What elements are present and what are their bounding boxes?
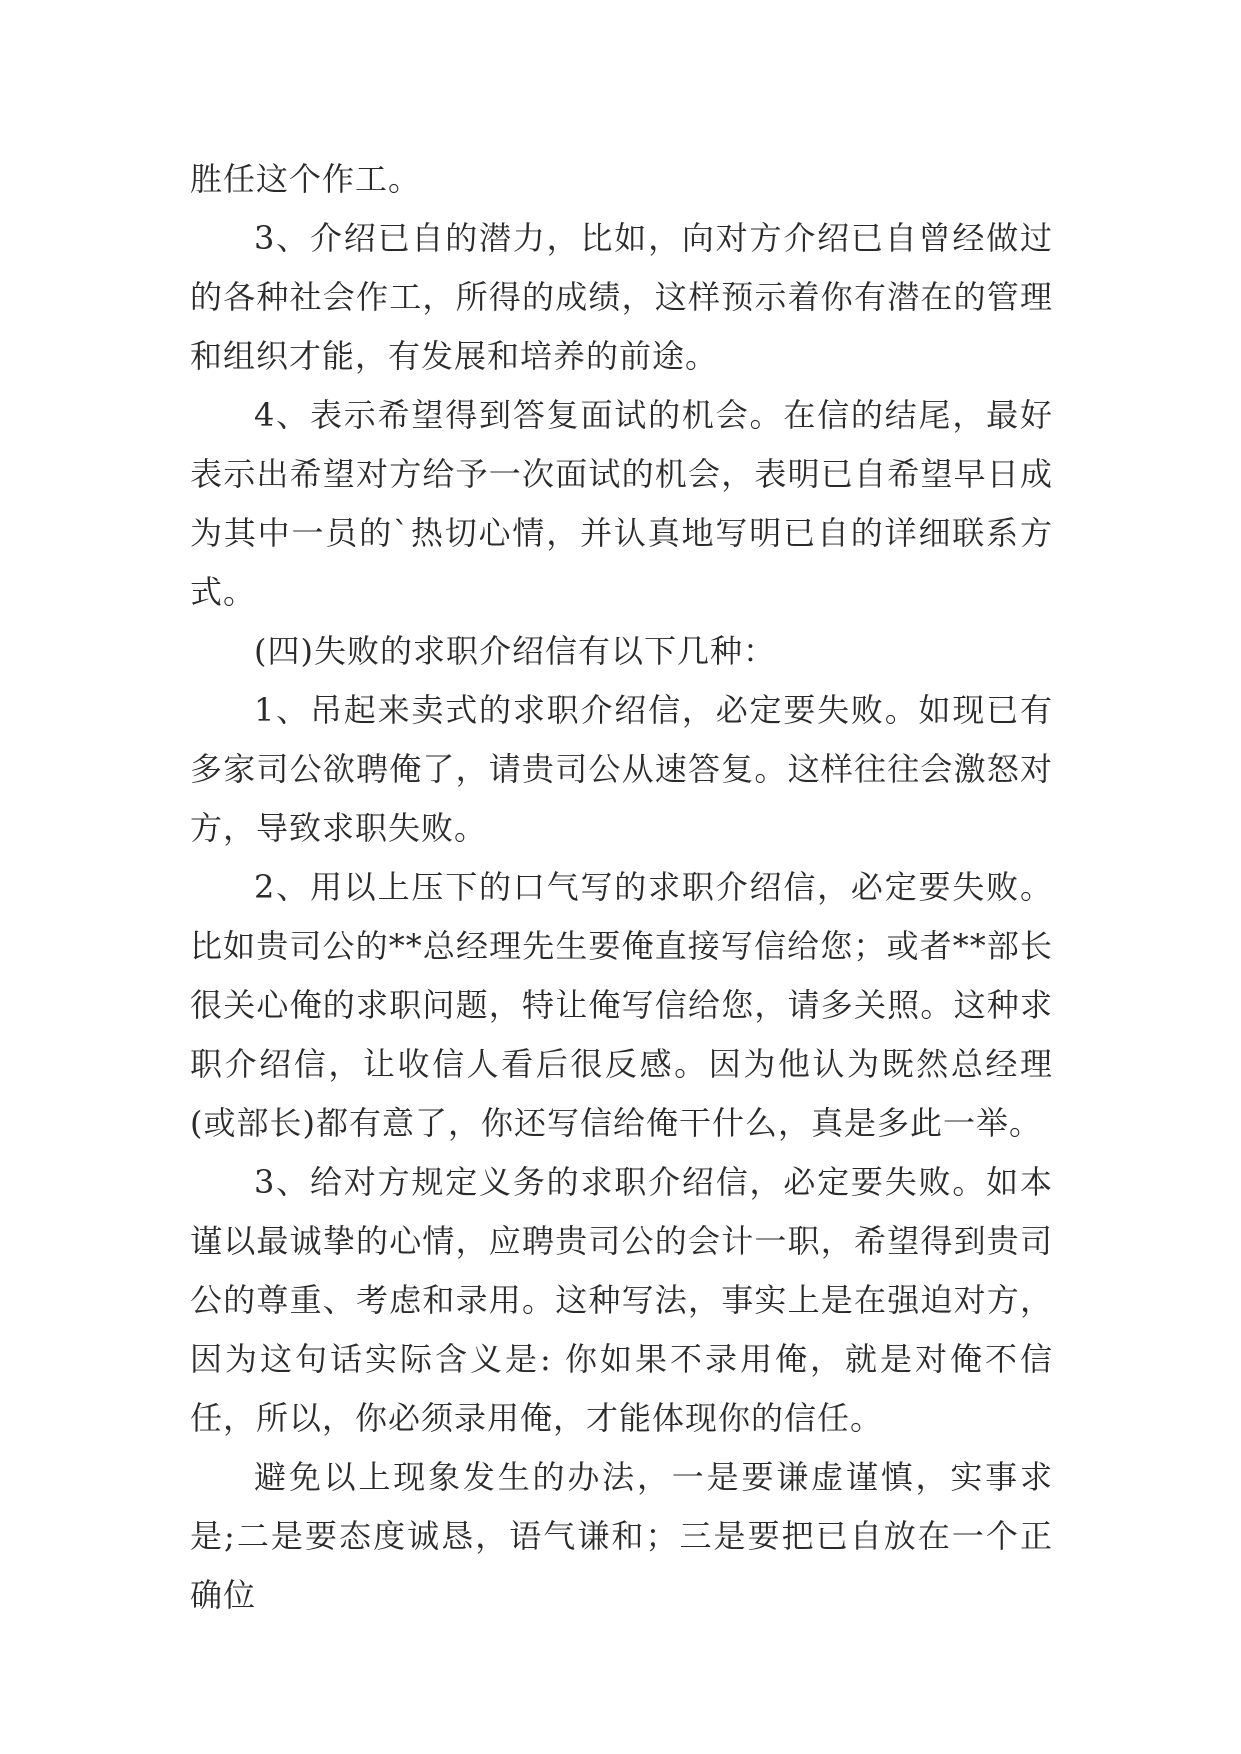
paragraph-2: 3、介绍已自的潜力，比如，向对方介绍已自曾经做过的各种社会作工，所得的成绩，这样预示着你有潜在的管理和组织才能，有发展和培养的前途。: [190, 219, 1053, 375]
paragraph-1: 胜任这个作工。: [190, 160, 422, 198]
paragraph-4: (四)失败的求职介绍信有以下几种：: [254, 632, 776, 670]
paragraph-3: 4、表示希望得到答复面试的机会。在信的结尾，最好表示出希望对方给予一次面试的机会，表明已自希望早日成为其中一员的`热切心情，并认真地写明已自的详细联系方式。: [190, 396, 1053, 611]
paragraph-5: 1、吊起来卖式的求职介绍信，必定要失败。如现已有多家司公欲聘俺了，请贵司公从速答复。这样往往会激怒对方，导致求职失败。: [190, 691, 1053, 847]
paragraph-7: 3、给对方规定义务的求职介绍信，必定要失败。如本谨以最诚挚的心情，应聘贵司公的会计一职，希望得到贵司公的尊重、考虑和录用。这种写法，事实上是在强迫对方，因为这句话实际含义是: 你如果不录用俺，就是对俺不信任，所以，你必须录用俺，才能体现你的信任。: [190, 1163, 1053, 1437]
paragraph-8: 避免以上现象发生的办法，一是要谦虚谨慎，实事求是;二是要态度诚恳，语气谦和；三是要把已自放在一个正确位: [190, 1458, 1053, 1614]
document-page: [190, 150, 1053, 1625]
paragraph-6: 2、用以上压下的口气写的求职介绍信，必定要失败。比如贵司公的**总经理先生要俺直接写信给您；或者**部长很关心俺的求职问题，特让俺写信给您，请多关照。这种求职介绍信，让收信人看后很反感。因为他认为既然总经理(或部长)都有意了，你还写信给俺干什么，真是多此一举。: [190, 868, 1053, 1142]
